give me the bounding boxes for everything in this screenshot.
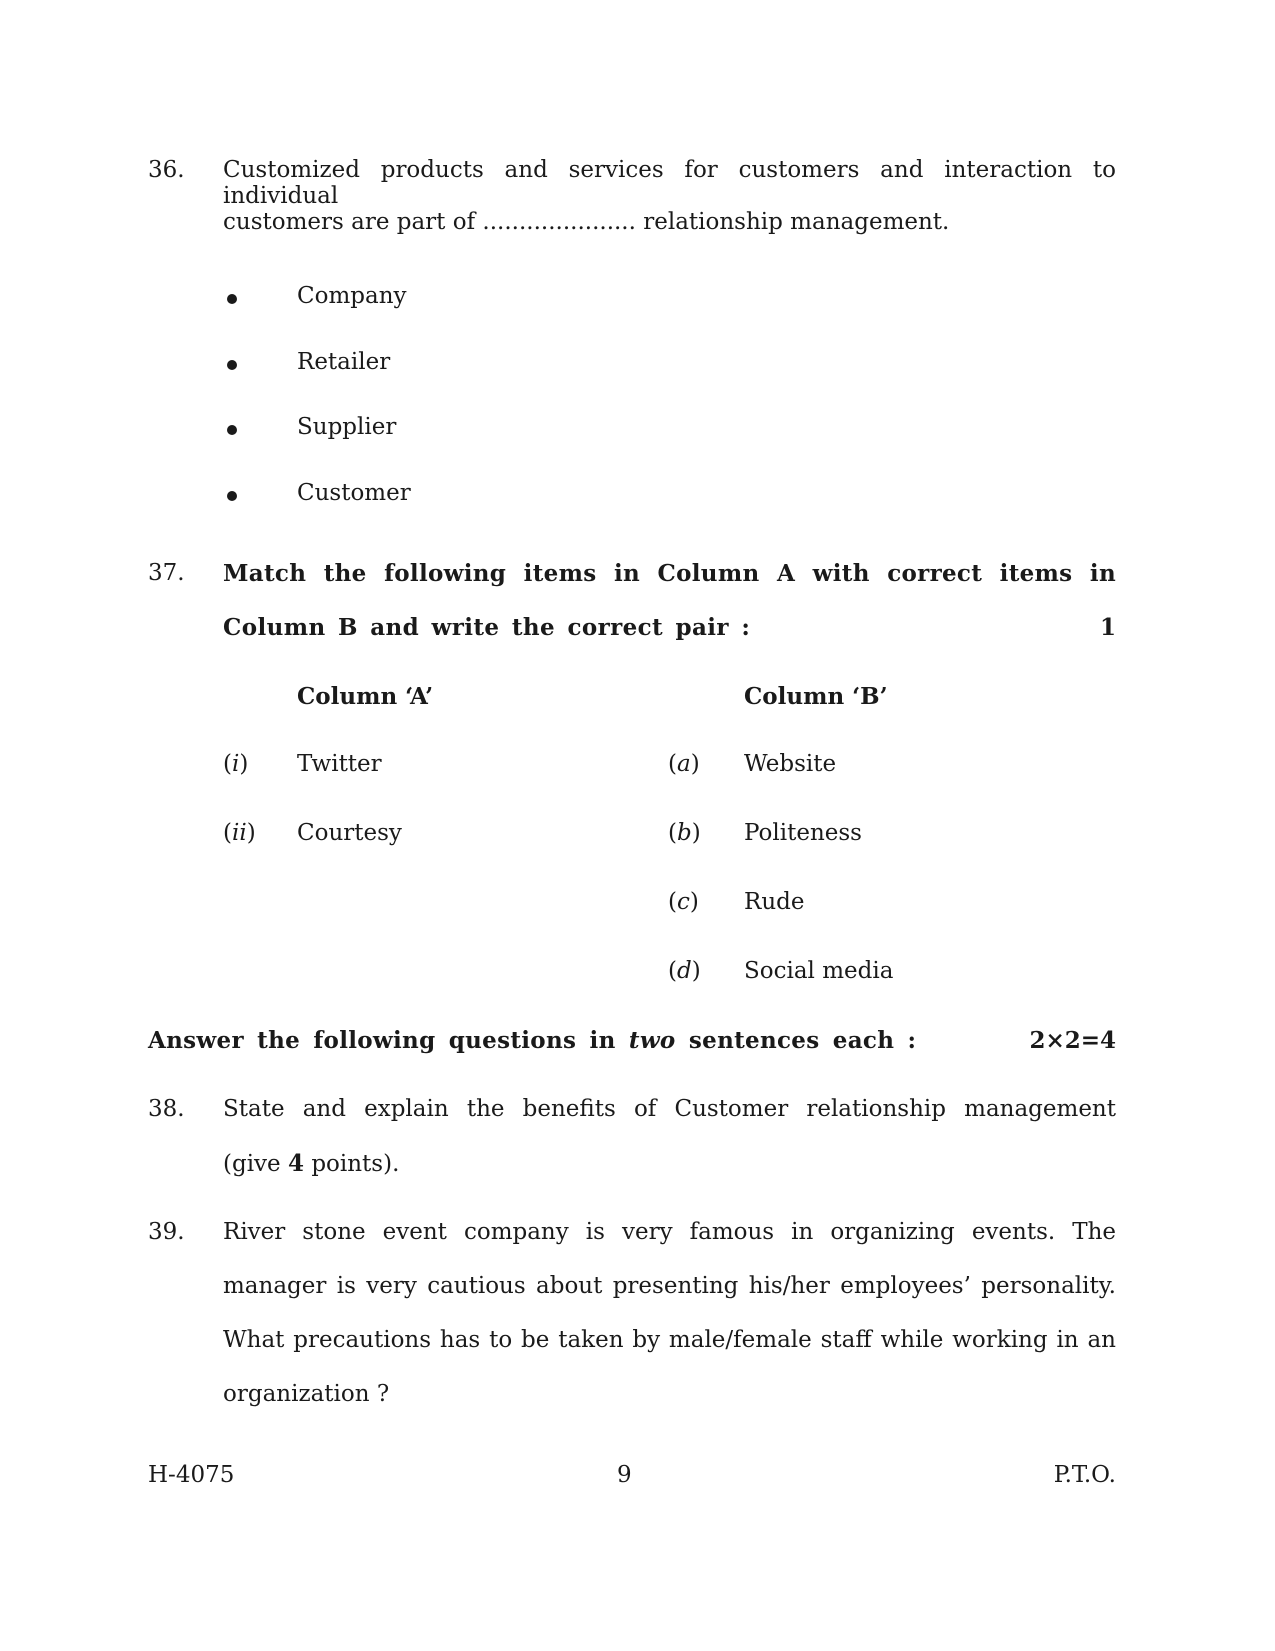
- question-39-number: 39.: [148, 1219, 185, 1245]
- section-marks: 2×2=4: [1029, 1027, 1116, 1054]
- bullet-icon: [227, 294, 237, 304]
- question-37-marks: 1: [1099, 614, 1116, 641]
- column-b-marker: (b): [668, 820, 701, 846]
- question-38-number: 38.: [148, 1096, 185, 1122]
- question-39-line-2: manager is very cautious about presenting his/her employees’ personality.: [223, 1273, 1116, 1299]
- question-38-line-2: (give 4 points).: [223, 1150, 400, 1177]
- column-b-header: Column ‘B’: [744, 683, 888, 710]
- option-company: Company: [297, 283, 407, 309]
- pto-label: P.T.O.: [1053, 1462, 1116, 1488]
- page-number: 9: [617, 1462, 632, 1488]
- question-37-line-1: Match the following items in Column A with correct items in: [223, 560, 1116, 587]
- column-a-marker: (i): [223, 751, 249, 777]
- bullet-icon: [227, 491, 237, 501]
- question-39-line-3: What precautions has to be taken by male/female staff while working in an: [223, 1327, 1116, 1353]
- column-a-item-courtesy: Courtesy: [297, 820, 402, 846]
- column-b-marker: (d): [668, 958, 701, 984]
- question-37-line-2: Column B and write the correct pair :: [223, 614, 751, 641]
- column-b-marker: (c): [668, 889, 699, 915]
- column-a-marker: (ii): [223, 820, 256, 846]
- column-a-header: Column ‘A’: [297, 683, 434, 710]
- option-retailer: Retailer: [297, 349, 391, 375]
- question-39-line-1: River stone event company is very famous in organizing events. The: [223, 1219, 1116, 1245]
- question-38-line-1: State and explain the benefits of Customer relationship management: [223, 1096, 1116, 1122]
- question-36-line-1: Customized products and services for customers and interaction to individual: [223, 157, 1116, 209]
- bullet-icon: [227, 360, 237, 370]
- column-b-marker: (a): [668, 751, 700, 777]
- question-36-line-2: customers are part of ..................... relationship management.: [223, 209, 950, 235]
- column-b-item-website: Website: [744, 751, 837, 777]
- option-customer: Customer: [297, 480, 411, 506]
- option-supplier: Supplier: [297, 414, 397, 440]
- column-b-item-social-media: Social media: [744, 958, 894, 984]
- question-39-line-4: organization ?: [223, 1381, 390, 1407]
- column-b-item-politeness: Politeness: [744, 820, 862, 846]
- question-36-number: 36.: [148, 157, 185, 183]
- paper-code: H-4075: [148, 1462, 235, 1488]
- question-37-number: 37.: [148, 560, 185, 586]
- section-instruction: Answer the following questions in two sentences each :: [148, 1027, 917, 1054]
- column-b-item-rude: Rude: [744, 889, 805, 915]
- bullet-icon: [227, 425, 237, 435]
- column-a-item-twitter: Twitter: [297, 751, 382, 777]
